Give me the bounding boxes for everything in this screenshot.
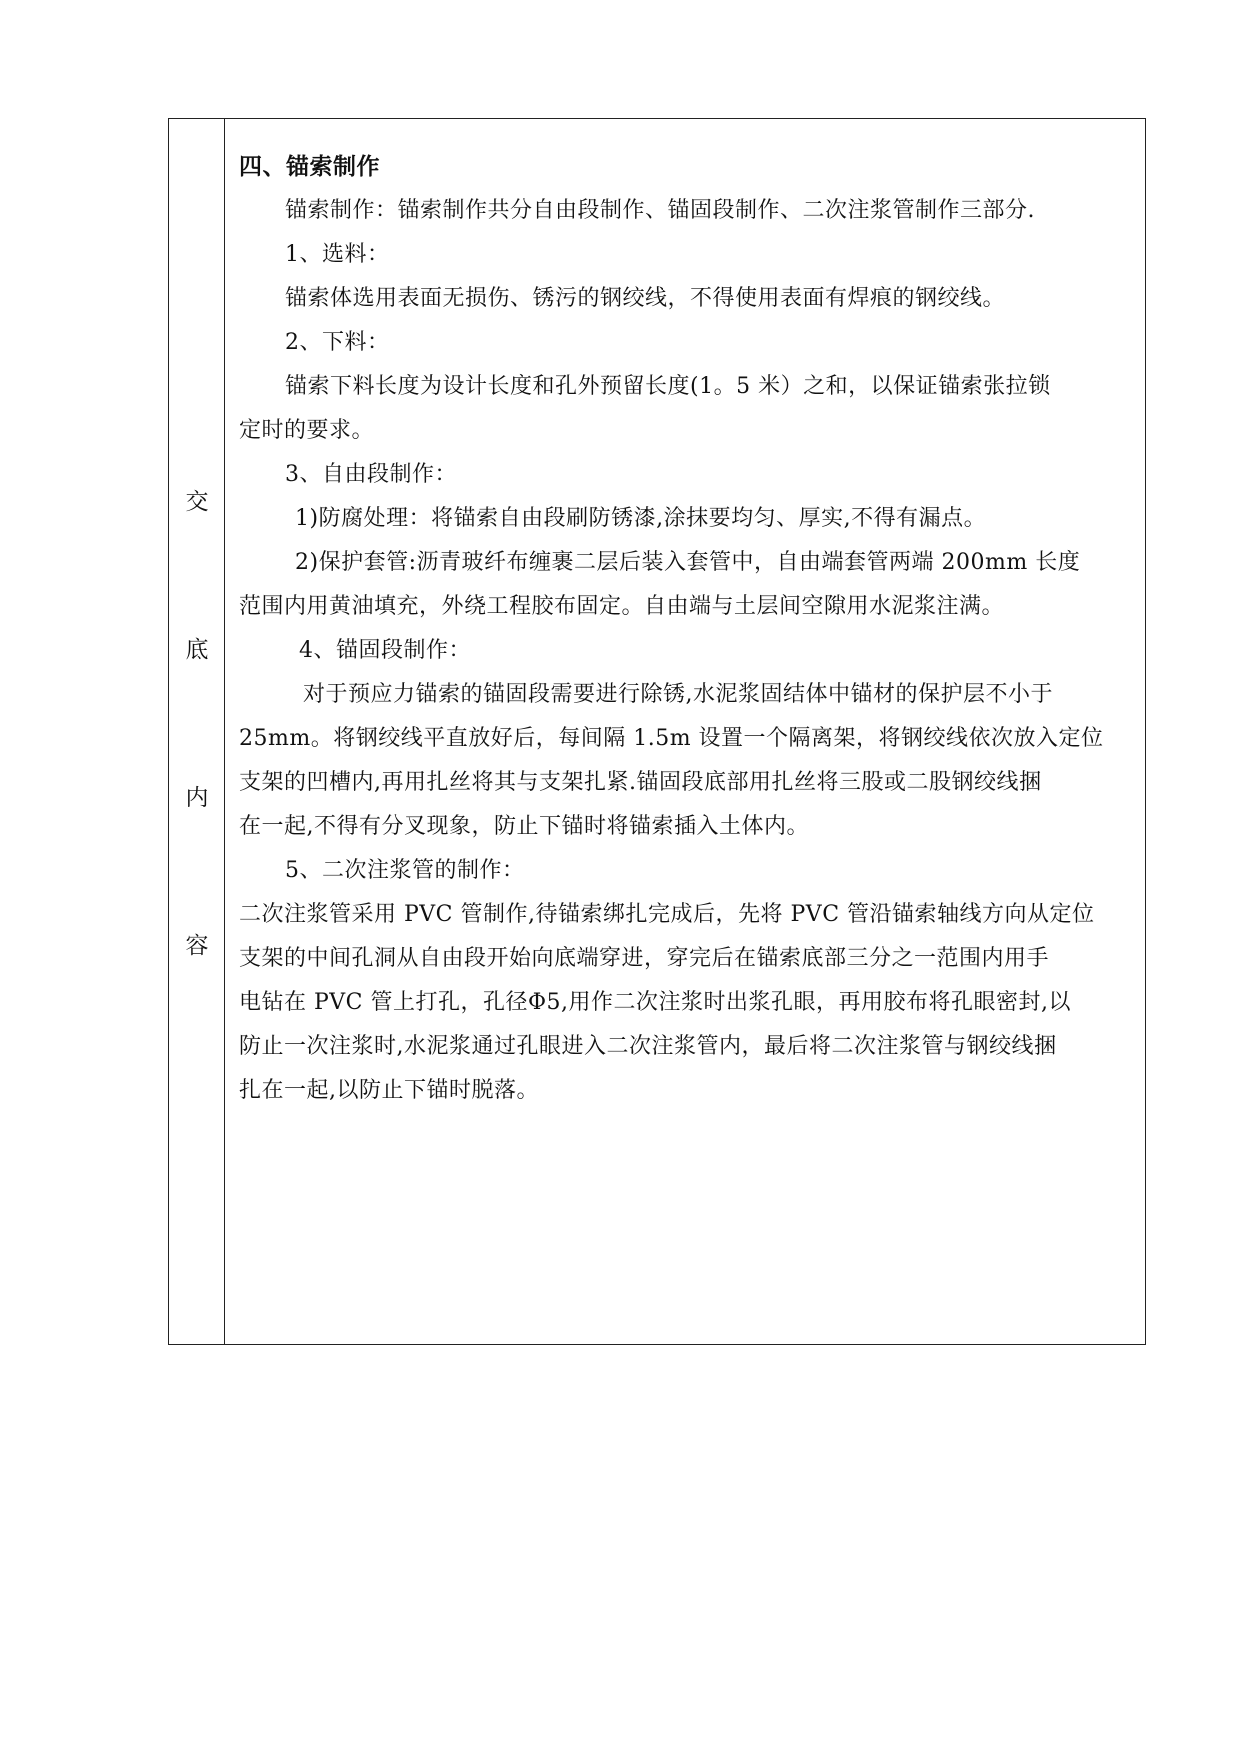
content-line: 锚索体选用表面无损伤、锈污的钢绞线，不得使用表面有焊痕的钢绞线。 — [285, 286, 1006, 311]
content-line: 在一起,不得有分叉现象，防止下锚时将锚索插入土体内。 — [239, 814, 809, 839]
content-line: 扎在一起,以防止下锚时脱落。 — [239, 1078, 539, 1103]
content-line: 1、选料： — [285, 242, 390, 267]
content-body — [239, 189, 1135, 1113]
section-heading: 四、锚索制作 — [239, 154, 380, 180]
section-label-char: 内 — [185, 785, 209, 811]
content-line: 电钻在 PVC 管上打孔，孔径Φ5,用作二次注浆时出浆孔眼，再用胶布将孔眼密封,以 — [239, 990, 1072, 1015]
content-line: 4、锚固段制作： — [299, 638, 471, 663]
section-label-char: 交 — [185, 489, 209, 515]
section-label-column — [169, 119, 225, 1344]
content-cell — [225, 119, 1145, 1344]
content-line: 锚索制作：锚索制作共分自由段制作、锚固段制作、二次注浆管制作三部分. — [285, 198, 1035, 223]
content-line: 支架的凹槽内,再用扎丝将其与支架扎紧.锚固段底部用扎丝将三股或二股钢绞线捆 — [239, 770, 1042, 795]
content-line: 支架的中间孔洞从自由段开始向底端穿进，穿完后在锚索底部三分之一范围内用手 — [239, 946, 1050, 971]
content-line: 5、二次注浆管的制作： — [285, 858, 525, 883]
section-label-char: 底 — [185, 637, 209, 663]
content-line: 二次注浆管采用 PVC 管制作,待锚索绑扎完成后，先将 PVC 管沿锚索轴线方向从定位 — [239, 902, 1095, 927]
content-line: 3、自由段制作： — [285, 462, 457, 487]
content-line: 范围内用黄油填充，外绕工程胶布固定。自由端与土层间空隙用水泥浆注满。 — [239, 594, 1005, 619]
content-line: 锚索下料长度为设计长度和孔外预留长度(1。5 米）之和，以保证锚索张拉锁 — [285, 374, 1051, 399]
content-line: 定时的要求。 — [239, 418, 375, 443]
content-line: 对于预应力锚索的锚固段需要进行除锈,水泥浆固结体中锚材的保护层不小于 — [303, 682, 1053, 707]
content-line: 1)防腐处理：将锚索自由段刷防锈漆,涂抹要均匀、厚实,不得有漏点。 — [295, 506, 987, 531]
content-line: 25mm。将钢绞线平直放好后，每间隔 1.5m 设置一个隔离架，将钢绞线依次放入定位 — [239, 726, 1104, 751]
content-line: 防止一次注浆时,水泥浆通过孔眼进入二次注浆管内，最后将二次注浆管与钢绞线捆 — [239, 1034, 1057, 1059]
section-label-char: 容 — [185, 933, 209, 959]
content-line: 2)保护套管:沥青玻纤布缠裹二层后装入套管中，自由端套管两端 200mm 长度 — [295, 550, 1081, 575]
disclosure-table — [168, 118, 1146, 1345]
content-line: 2、下料： — [285, 330, 390, 355]
